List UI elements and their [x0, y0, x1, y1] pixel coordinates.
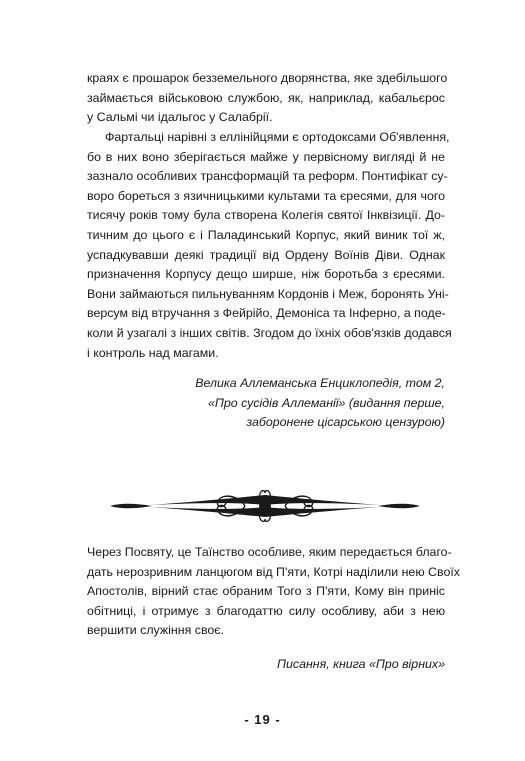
text-line: Вони займаються пильнуванням Кордонів і Меж, боронять Уні-: [87, 286, 449, 301]
text-line: коли й узагалі з інших світів. Згодом до їхніх обов'язків додався: [87, 325, 452, 340]
text-line: зазнало особливих трансформацій та реформ. Понтифікат су-: [87, 169, 448, 184]
text-line: краях є прошарок безземельного дворянства, яке здебільшого: [87, 71, 448, 85]
epigraph-citation-2: [277, 655, 445, 675]
text-line: тичним до цього є і Паладинський Корпус, який виник тої ж,: [87, 227, 445, 242]
page-number: - 19 -: [244, 712, 281, 727]
text-line: тисячу років тому була створена Колегія святої Інквізиції. До-: [87, 208, 445, 223]
epigraph-citation-1: [195, 374, 445, 433]
citation-line: «Про сусідів Аллеманії» (видання перше,: [208, 395, 445, 410]
text-line: успадкувавши деякі традиції від Ордену Воїнів Діви. Однак: [87, 247, 445, 262]
text-line: і контроль над магами.: [87, 345, 219, 360]
epigraph-paragraph-1: [87, 69, 448, 128]
text-line: призначення Корпусу дещо ширше, ніж боротьба з єресями.: [87, 267, 445, 282]
text-line: версум від втручання з Фейрійо, Демоніса та Інферно, а поде-: [87, 306, 446, 321]
text-line: у Сальмі чи ідальгос у Салабрії.: [87, 110, 273, 125]
text-line: обітниці, і отримує з благодаттю силу особливу, аби з нею: [87, 603, 445, 618]
ornamental-divider-icon: [110, 487, 420, 525]
text-line: Фартальці нарівні з еллінійцями є ортодоксами Об'явлення,: [105, 130, 450, 144]
citation-line: заборонене цісарською цензурою): [246, 415, 445, 430]
epigraph-paragraph-3: [87, 543, 460, 641]
epigraph-paragraph-2: [87, 128, 452, 363]
citation-line: Велика Аллеманська Енциклопедія, том 2,: [195, 376, 445, 390]
text-line: займається військовою службою, як, наприклад, кабальєрос: [87, 90, 445, 105]
text-line: воро бореться з язичницькими культами та єресями, для чого: [87, 188, 445, 203]
text-line: бо в них воно зберігається майже у первісному вигляді й не: [87, 149, 445, 164]
text-line: Апостолів, вірний стає обраним Того з П'яти, Кому він приніс: [87, 584, 445, 599]
text-line: дать нерозривним ланцюгом від П'яти, Котрі наділили нею Своїх: [87, 564, 460, 579]
citation-line: Писання, книга «Про вірних»: [277, 657, 445, 671]
text-line: Через Посвяту, це Таїнство особливе, яким передається благо-: [87, 545, 452, 559]
text-line: вершити служіння своє.: [87, 623, 225, 638]
